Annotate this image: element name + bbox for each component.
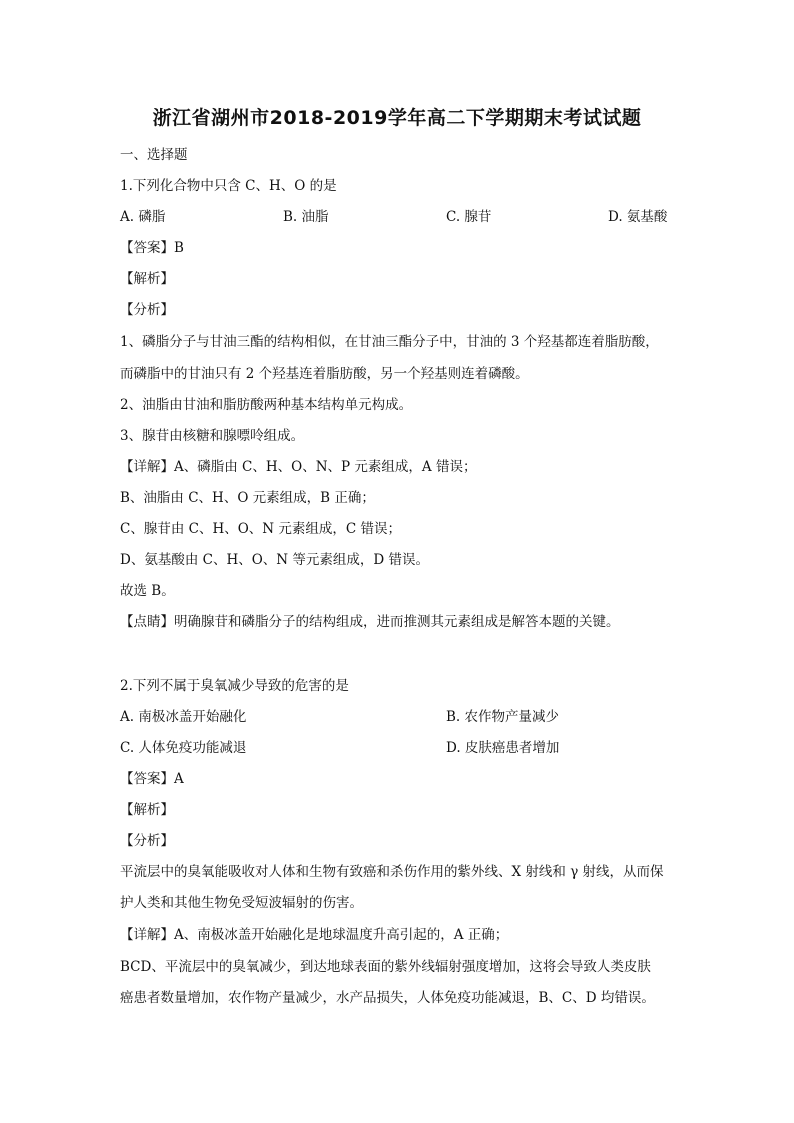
q1-detail-line: 【详解】A、磷脂由 C、H、O、N、P 元素组成，A 错误； xyxy=(120,459,477,475)
question-2-stem: 2.下列不属于臭氧减少导致的危害的是 xyxy=(120,678,349,694)
q1-analysis-line: 2、油脂由甘油和脂肪酸两种基本结构单元构成。 xyxy=(120,397,413,413)
q2-option-c: C. 人体免疫功能减退 xyxy=(120,740,247,756)
q2-fenxi-label: 【分析】 xyxy=(120,833,174,849)
q2-analysis-line: 护人类和其他生物免受短波辐射的伤害。 xyxy=(120,895,363,911)
q2-detail-line: 癌患者数量增加，农作物产量减少，水产品损失，人体免疫功能减退，B、C、D 均错误。 xyxy=(120,990,655,1006)
q1-detail-line: C、腺苷由 C、H、O、N 元素组成，C 错误； xyxy=(120,521,402,537)
q2-answer: 【答案】A xyxy=(120,771,184,787)
q2-analysis-line: 平流层中的臭氧能吸收对人体和生物有致癌和杀伤作用的紫外线、X 射线和 γ 射线，从而保 xyxy=(120,864,664,880)
q1-option-b: B. 油脂 xyxy=(283,209,329,225)
q2-detail-line: BCD、平流层中的臭氧减少，到达地球表面的紫外线辐射强度增加，这将会导致人类皮肤 xyxy=(120,959,651,975)
q1-option-c: C. 腺苷 xyxy=(446,209,492,225)
q1-dianjing: 【点睛】明确腺苷和磷脂分子的结构组成，进而推测其元素组成是解答本题的关键。 xyxy=(120,614,620,630)
q1-detail-line: D、氨基酸由 C、H、O、N 等元素组成，D 错误。 xyxy=(120,552,430,568)
q2-jiexi-label: 【解析】 xyxy=(120,802,174,818)
section-heading: 一、选择题 xyxy=(120,147,188,163)
q1-analysis-line: 1、磷脂分子与甘油三酯的结构相似，在甘油三酯分子中，甘油的 3 个羟基都连着脂肪酸， xyxy=(120,334,659,350)
q1-analysis-line: 3、腺苷由核糖和腺嘌呤组成。 xyxy=(120,428,305,444)
q1-answer: 【答案】B xyxy=(120,240,184,256)
q1-detail-line: B、油脂由 C、H、O 元素组成，B 正确； xyxy=(120,490,375,506)
q1-option-d: D. 氨基酸 xyxy=(608,209,668,225)
q2-option-b: B. 农作物产量减少 xyxy=(446,709,560,725)
q2-option-a: A. 南极冰盖开始融化 xyxy=(120,709,247,725)
q1-conclusion: 故选 B。 xyxy=(120,583,175,599)
q1-fenxi-label: 【分析】 xyxy=(120,302,174,318)
q2-detail-line: 【详解】A、南极冰盖开始融化是地球温度升高引起的，A 正确； xyxy=(120,927,509,943)
q2-option-d: D. 皮肤癌患者增加 xyxy=(446,740,560,756)
question-1-stem: 1.下列化合物中只含 C、H、O 的是 xyxy=(120,178,337,194)
q1-option-a: A. 磷脂 xyxy=(120,209,166,225)
page-title: 浙江省湖州市2018-2019学年高二下学期期末考试试题 xyxy=(152,107,642,129)
q1-analysis-line: 而磷脂中的甘油只有 2 个羟基连着脂肪酸，另一个羟基则连着磷酸。 xyxy=(120,366,529,382)
q1-jiexi-label: 【解析】 xyxy=(120,271,174,287)
